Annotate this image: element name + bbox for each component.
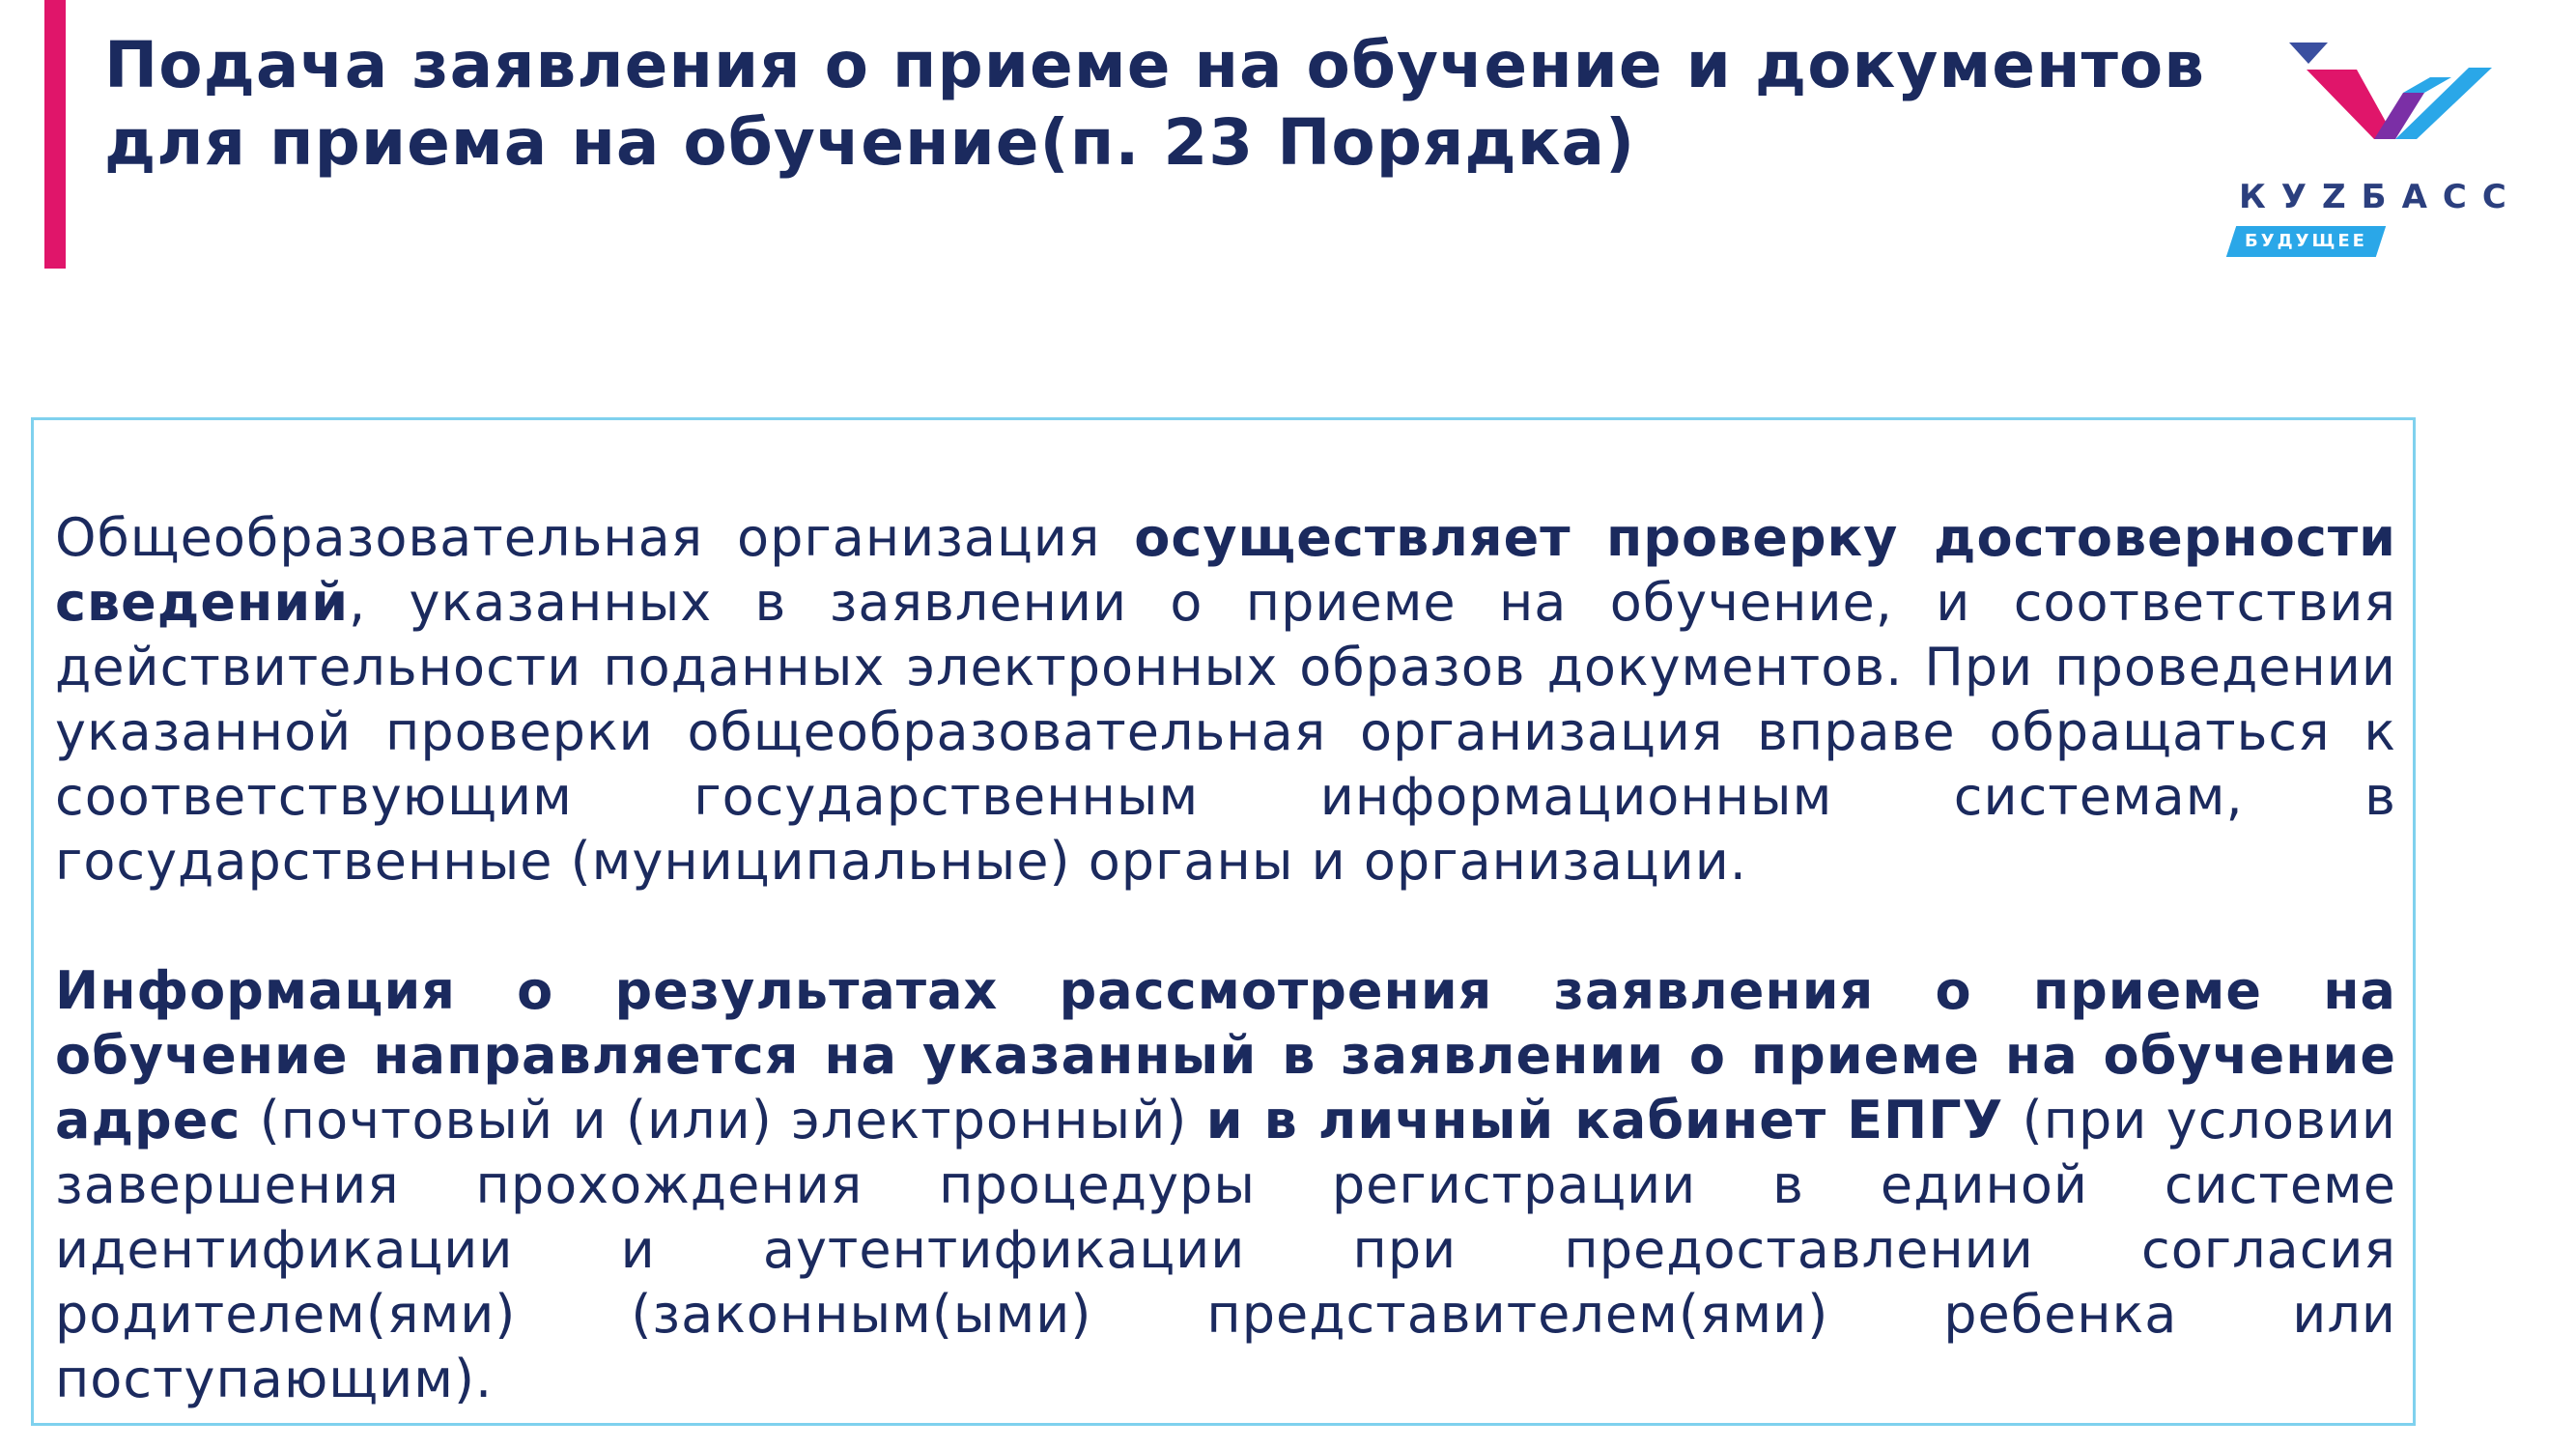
paragraph-result-info (55, 958, 2396, 1411)
kuzbass-v-logo-icon (2289, 43, 2521, 178)
logo-wordmark: КУZБАСС (2239, 178, 2522, 216)
paragraph2-text-2: (при условии завершения прохождения процедуры регистрации в единой системе идентификации и аутентификации при предоставлении согласия родителем(ями) (законным(ыми) представителем(ями) ребенка или поступающим). (55, 1090, 2396, 1409)
paragraph-verification (55, 505, 2396, 894)
paragraph2-text-1: (почтовый и (или) электронный) (241, 1090, 1206, 1151)
paragraph2-bold-2: и в личный кабинет ЕПГУ (1205, 1090, 2004, 1151)
title-accent-bar (44, 0, 66, 269)
logo-tagline: БУДУЩЕЕ (2245, 231, 2367, 251)
paragraph1-text-1: Общеобразовательная организация (55, 507, 1135, 568)
logo-tagline-badge (2226, 226, 2386, 257)
paragraph1-text-2: , указанных в заявлении о приеме на обучение, и соответствия действительности поданных электронных образов документов. При проведении указанной проверки общеобразовательная организация вправе обращаться к соответствующим государственным информационным системам, в государственные (муниципальные) органы и организации. (55, 572, 2396, 892)
kuzbass-logo (2212, 43, 2540, 265)
content-box (31, 417, 2416, 1426)
paragraph1-bold-1: осуществляет проверку достоверности сведений (55, 507, 2396, 633)
slide-title: Подача заявления о приеме на обучение и документов для приема на обучение(п. 23 Порядка) (104, 28, 2206, 180)
paragraph2-bold-1: Информация о результатах рассмотрения заявления о приеме на обучение направляется на указанный в заявлении о приеме на обучение адрес (55, 960, 2396, 1151)
